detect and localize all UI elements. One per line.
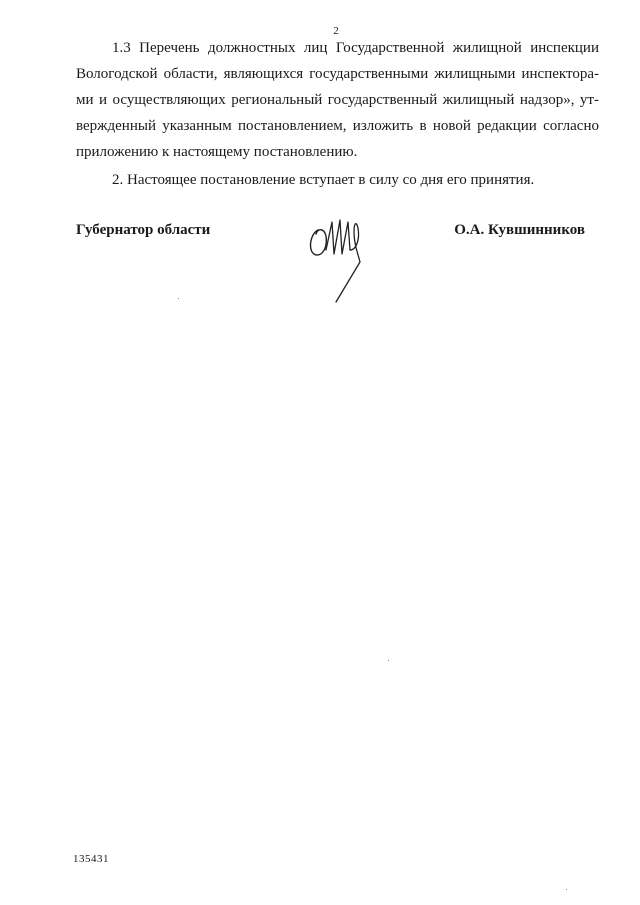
scan-speck: [388, 660, 389, 661]
document-code: 135431: [73, 853, 109, 865]
page-number: 2: [333, 25, 339, 37]
paragraph-1: 1.3 Перечень должностных лиц Государственной жилищной инспекции Вологодской области, являющихся государственными жилищными инспектора-ми и осуществляющих региональный государственный жилищный надзор», ут-вержденный указанным постановлением, изложить в новой редакции согласно приложению к настоящему постановлению.: [76, 40, 599, 160]
handwritten-signature: [304, 210, 384, 310]
signatory-name: О.А. Кувшинников: [454, 222, 585, 238]
scan-speck: [178, 298, 179, 299]
signatory-title: Губернатор области: [76, 222, 211, 238]
paragraph-2: 2. Настоящее постановление вступает в силу со дня его принятия.: [112, 172, 535, 188]
scan-speck: [566, 889, 567, 890]
